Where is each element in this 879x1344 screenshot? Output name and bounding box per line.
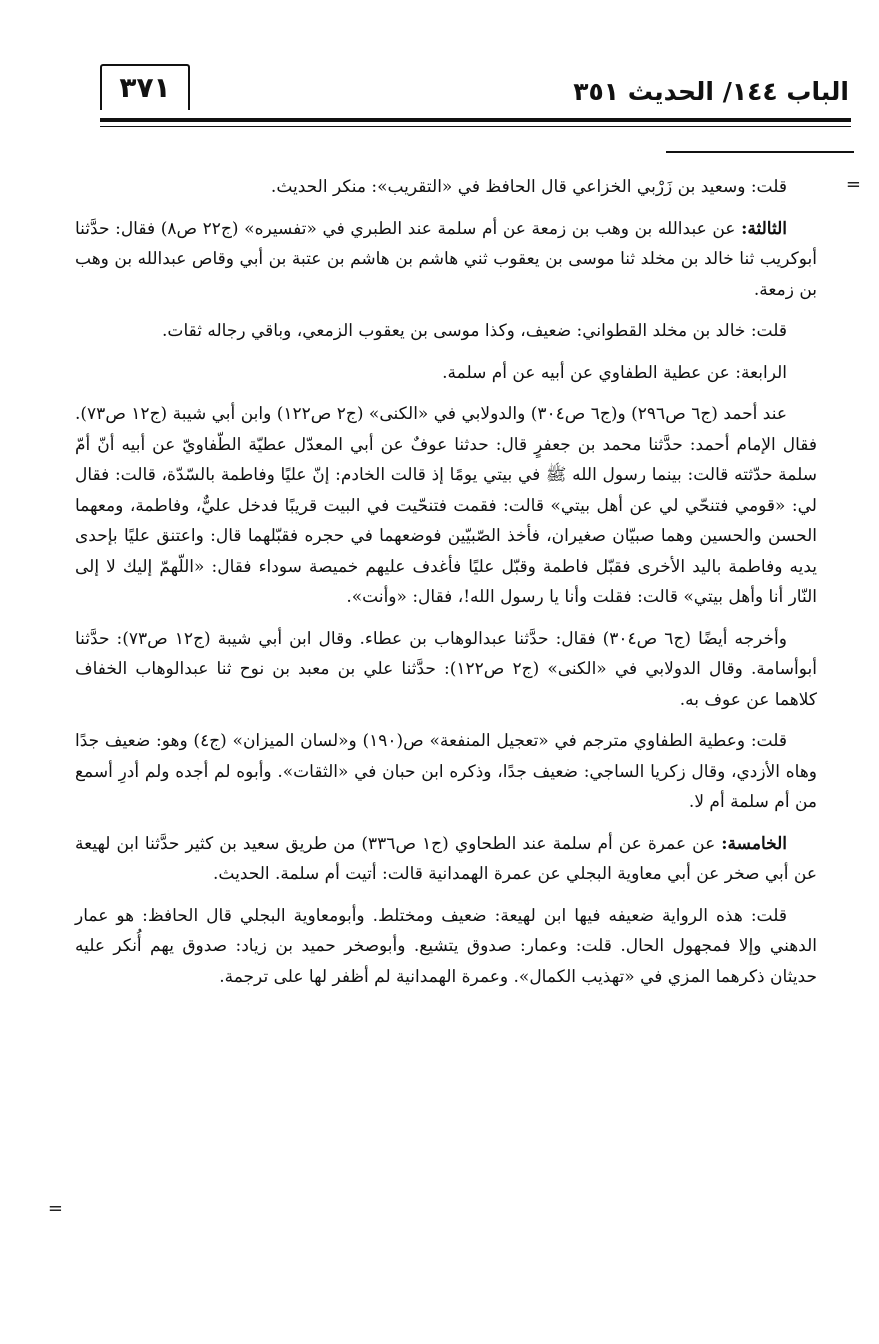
running-title: الباب ١٤٤/ الحديث ٣٥١ — [573, 77, 849, 106]
main-text — [75, 172, 817, 1003]
paragraph-text: وأخرجه أيضًا (ج٦ ص٣٠٤) فقال: حدَّثنا عبدالوهاب بن عطاء. وقال ابن أبي شيبة (ج١٢ ص٧٣): حدَّثنا أبوأسامة. وقال الدولابي في «الكنى» (ج٢ ص١٢٢): حدَّثنا علي بن معبد بن نوح ثنا عبدالوهاب الخفاف كلاهما عن عوف به. — [75, 628, 817, 710]
paragraph — [75, 214, 817, 306]
paragraph — [75, 829, 817, 890]
paragraph-text: قلت: هذه الرواية ضعيفه فيها ابن لهيعة: ضعيف ومختلط. وأبومعاوية البجلي قال الحافظ: هو عمار الدهني وإلا فمجهول الحال. قلت: وعمار: صدوق يتشيع. وأبوصخر حميد بن زياد: صدوق يهم أُنكر عليه حديثان ذكرهما المزي في «تهذيب الكمال». وعمرة الهمدانية لم أظفر لها على ترجمة. — [75, 905, 817, 987]
paragraph — [75, 726, 817, 818]
paragraph-text: قلت: وعطية الطفاوي مترجم في «تعجيل المنفعة» ص(١٩٠) و«لسان الميزان» (ج٤) وهو: ضعيف جدًا وهاه الأزدي، وقال زكريا الساجي: ضعيف جدًا، وذكره ابن حبان في «الثقات». وأبوه لم أجده ولم أدرِ أسمع من أم سلمة أم لا. — [75, 731, 817, 812]
paragraph — [75, 316, 817, 347]
section-rule — [666, 151, 854, 153]
paragraph-text: الرابعة: عن عطية الطفاوي عن أبيه عن أم سلمة. — [442, 362, 787, 383]
paragraph-text: قلت: وسعيد بن زَرْبي الخزاعي قال الحافظ في «التقريب»: منكر الحديث. — [270, 177, 787, 197]
paragraph-text: عن عمرة عن أم سلمة عند الطحاوي (ج١ ص٣٣٦) من طريق سعيد بن كثير حدَّثنا ابن لهيعة عن أبي صخر عن أبي معاوية البجلي عن عمرة الهمدانية قالت: أتيت أم سلمة. الحديث. — [75, 833, 817, 884]
header-rule-thick — [100, 118, 851, 122]
paragraph — [75, 358, 817, 389]
header-rule-thin — [100, 126, 851, 127]
page-number: ٣٧١ — [100, 64, 190, 110]
paragraph-lead: الخامسة: — [721, 833, 787, 854]
continuation-mark-bottom: = — [47, 1198, 63, 1219]
paragraph-text: عن عبدالله بن وهب بن زمعة عن أم سلمة عند الطبري في «تفسيره» (ج٢٢ ص٨) فقال: حدَّثنا أبوكريب ثنا خالد بن مخلد ثنا موسى بن يعقوب ثني هاشم بن هاشم بن عتبة بن أبي وقاص عبدالله بن وهب بن زمعة. — [75, 218, 817, 300]
paragraph-lead: الثالثة: — [741, 218, 787, 239]
paragraph — [75, 901, 817, 993]
paragraph — [75, 624, 817, 716]
paragraph — [75, 399, 817, 613]
continuation-mark-top: = — [845, 174, 861, 195]
paragraph-text: قلت: خالد بن مخلد القطواني: ضعيف، وكذا موسى بن يعقوب الزمعي، وباقي رجاله ثقات. — [162, 321, 787, 341]
paragraph-text: عند أحمد (ج٦ ص٢٩٦) و(ج٦ ص٣٠٤) والدولابي في «الكنى» (ج٢ ص١٢٢) وابن أبي شيبة (ج١٢ ص٧٣). فقال الإمام أحمد: حدَّثنا محمد بن جعفرٍ قال: حدثنا عوفٌ عن أبي المعدّل عطيّة الطّفاويّ عن أبيه أنّ أمّ سلمة حدّثته قالت: بينما رسول الله ﷺ في بيتي يومًا إذ قالت الخادم: إنّ عليًا وفاطمة بالسّدّة، قالت: فقال لي: «قومي فتنحّي لي عن أهل بيتي» قالت: فقمت فتنحّيت في البيت قريبًا فدخل عليٌّ، وفاطمة، ومعهما الحسن والحسين وهما صبيّان صغيران، فأخذ الصّبيّين فوضعهما في حجره فقبّلهما قال: واعتنق عليًا بإحدى يديه وفاطمة باليد الأخرى فقبّل فاطمة وقبّل عليًا فأغدف عليهم خميصة سوداء فقال: «اللّهمّ إليك لا إلى النّار أنا وأهل بيتي» قالت: فقلت وأنا يا رسول الله!، فقال: «وأنت». — [75, 404, 817, 607]
paragraph — [75, 172, 817, 203]
